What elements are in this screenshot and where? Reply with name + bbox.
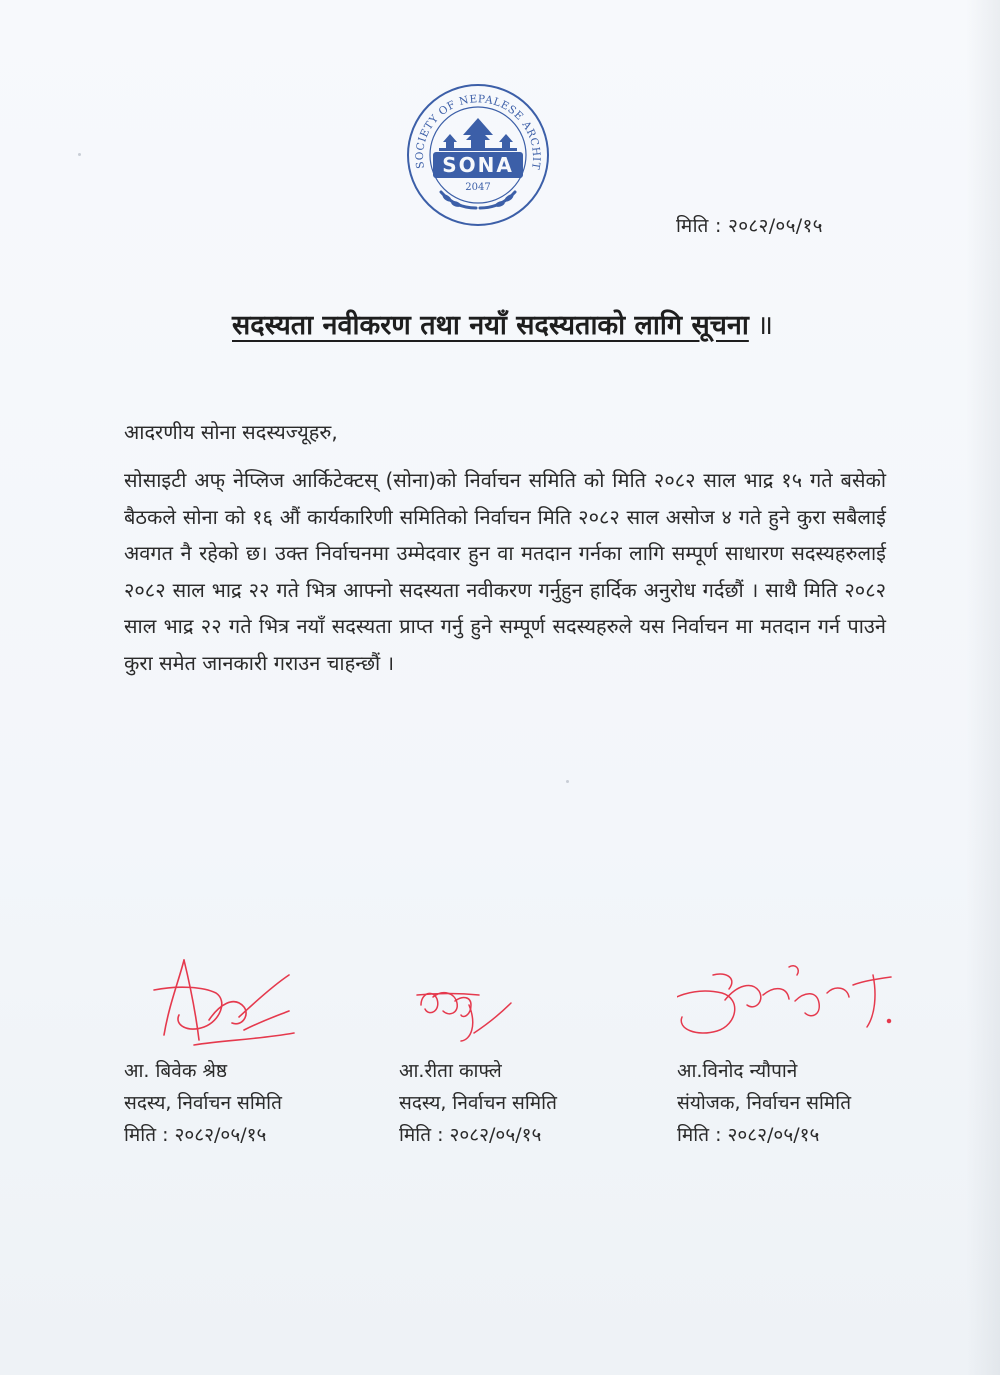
logo-name: SONA <box>442 153 514 177</box>
signatory-block <box>677 945 957 1165</box>
signature-2 <box>399 945 599 1055</box>
signatory-role: संयोजक, निर्वाचन समिति <box>677 1092 852 1114</box>
signatory-date: मिति : २०८२/०५/१५ <box>124 1124 267 1146</box>
signatory-block <box>399 945 679 1165</box>
notice-heading <box>232 305 773 342</box>
signatory-date: मिति : २०८२/०५/१५ <box>677 1124 820 1146</box>
paper-speck <box>78 153 81 156</box>
signatory-name: आ.विनोद न्यौपाने <box>677 1060 798 1082</box>
signatory-role: सदस्य, निर्वाचन समिति <box>124 1092 282 1114</box>
signatory-name: आ.रीता काफ्ले <box>399 1060 502 1082</box>
paper-speck <box>566 780 569 783</box>
logo-ring-text: SOCIETY OF NEPALESE ARCHIT <box>413 93 543 171</box>
sona-logo <box>403 80 553 230</box>
notice-title: सदस्यता नवीकरण तथा नयाँ सदस्यताको लागि सूचना <box>232 310 749 341</box>
signatory-name: आ. बिवेक श्रेष्ठ <box>124 1060 228 1082</box>
title-end-mark: ॥ <box>756 310 774 341</box>
signature-3 <box>677 945 927 1055</box>
signature-1 <box>124 945 324 1055</box>
notice-date: मिति : २०८२/०५/१५ <box>676 215 823 237</box>
signatory-block <box>124 945 404 1165</box>
sona-emblem-icon <box>403 80 553 230</box>
logo-year: 2047 <box>465 182 491 193</box>
signatory-role: सदस्य, निर्वाचन समिति <box>399 1092 557 1114</box>
greeting: आदरणीय सोना सदस्यज्यूहरु, <box>124 420 338 444</box>
notice-body: सोसाइटी अफ् नेप्लिज आर्किटेक्टस् (सोना)को निर्वाचन समिति को मिति २०८२ साल भाद्र १५ गते बसेको बैठकले सोना को १६ औं कार्यकारिणी समितिको निर्वाचन मिति २०८२ साल असोज ४ गते हुने कुरा सबैलाई अवगत नै रहेको छ। उक्त निर्वाचनमा उम्मेदवार हुन वा मतदान गर्नका लागि सम्पूर्ण साधारण सदस्यहरुलाई २०८२ साल भाद्र २२ गते भित्र आफ्नो सदस्यता नवीकरण गर्नुहुन हार्दिक अनुरोध गर्दछौं । साथै मिति २०८२ साल भाद्र २२ गते भित्र नयाँ सदस्यता प्राप्त गर्नु हुने सम्पूर्ण सदस्यहरुले यस निर्वाचन मा मतदान गर्न पाउने कुरा समेत जानकारी गराउन चाहन्छौं । <box>124 468 886 675</box>
signatory-date: मिति : २०८२/०५/१५ <box>399 1124 542 1146</box>
